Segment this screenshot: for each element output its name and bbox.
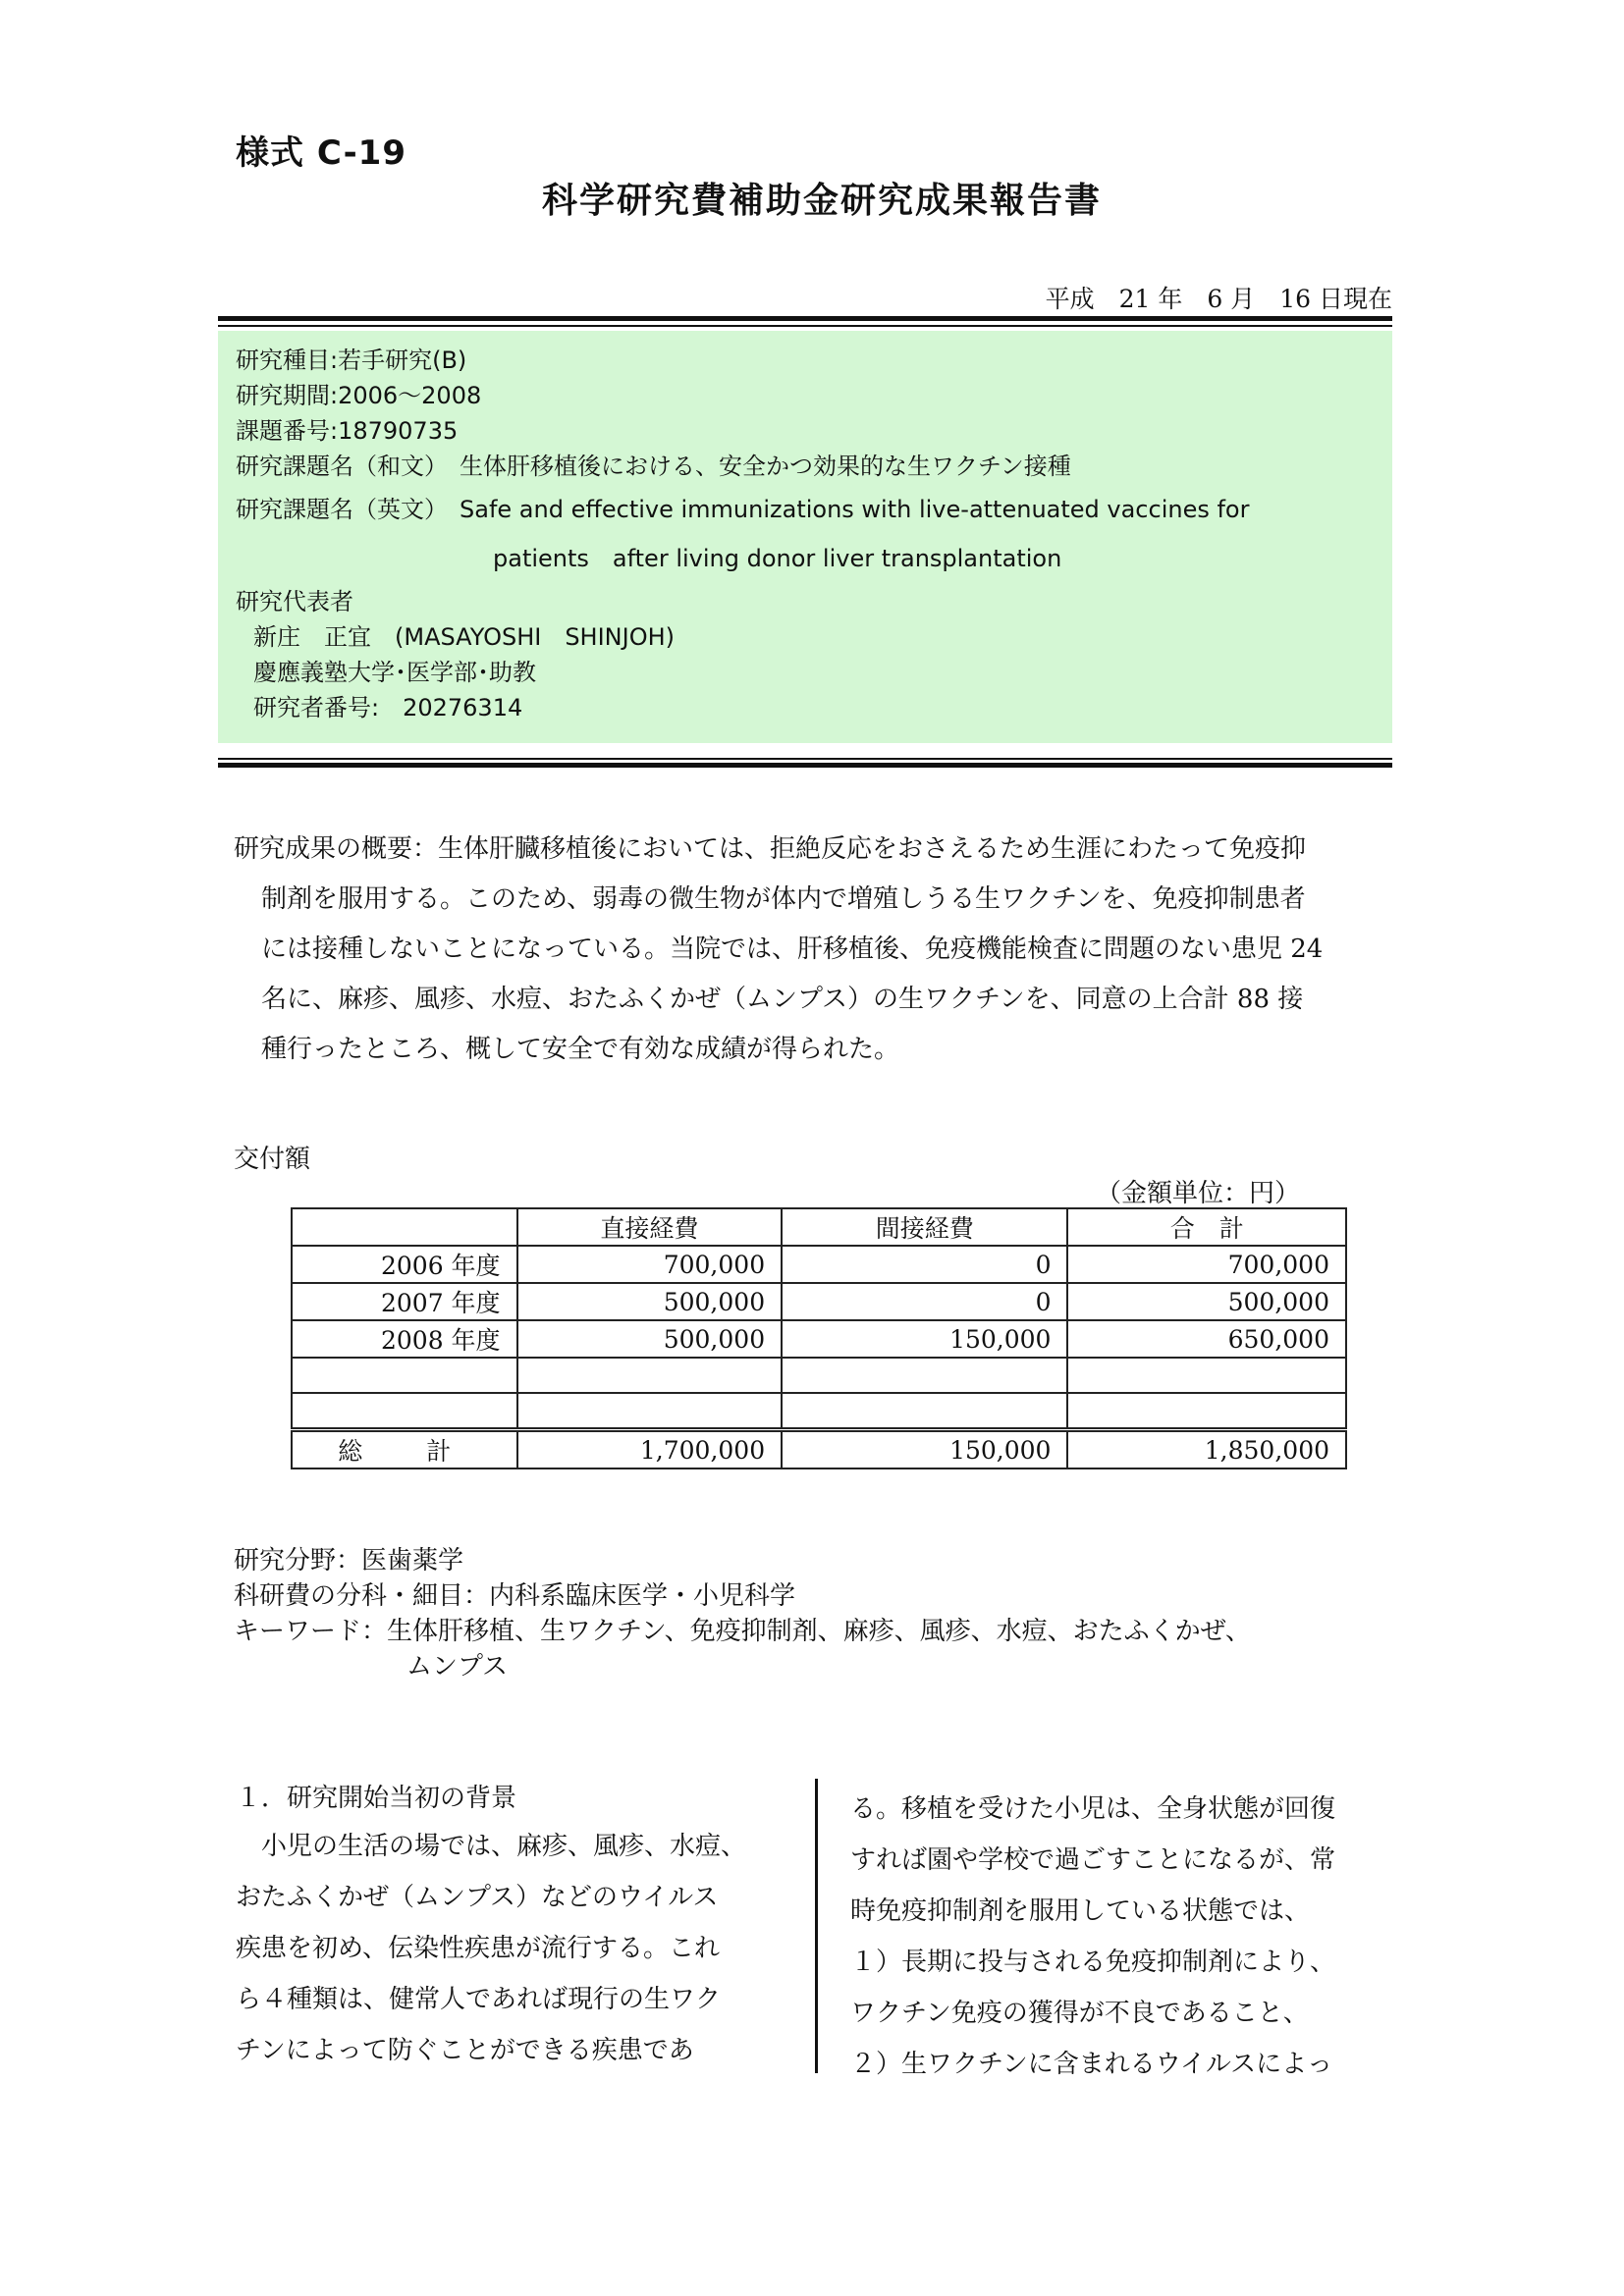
- project-title-jp: 研究課題名（和文） 生体肝移植後における、安全かつ効果的な生ワクチン接種: [236, 453, 1071, 480]
- table-total-row: [292, 1430, 1346, 1469]
- project-info-box: [218, 331, 1392, 743]
- body-column-right: [850, 1784, 1373, 2090]
- year-cell: [292, 1393, 517, 1430]
- year-cell: [292, 1358, 517, 1393]
- body-line: おたふくかぜ（ムンプス）などのウイルス: [236, 1883, 719, 1912]
- researcher-number: 研究者番号: 20276314: [253, 694, 523, 721]
- body-line: １）長期に投与される免疫抑制剤により、: [850, 1948, 1336, 1977]
- document-title: 科学研究費補助金研究成果報告書: [541, 181, 1102, 221]
- section-heading: １．研究開始当初の背景: [236, 1784, 517, 1813]
- representative-affiliation: 慶應義塾大学･医学部･助教: [253, 659, 536, 686]
- currency-unit-label: （金額単位：円）: [1096, 1179, 1301, 1208]
- indirect-cost-cell: 150,000: [782, 1320, 1067, 1358]
- research-subfield: 科研費の分科・細目：内科系臨床医学・小児科学: [234, 1581, 796, 1611]
- body-line: 時免疫抑制剤を服用している状態では、: [850, 1896, 1311, 1926]
- body-column-left: [236, 1782, 751, 2076]
- body-line: すれば園や学校で過ごすことになるが、常: [850, 1845, 1336, 1875]
- results-summary: [234, 825, 1390, 1075]
- project-title-en-cont: patients after living donor liver transplantation: [493, 545, 1062, 572]
- research-meta: [234, 1543, 1251, 1684]
- table-header-row: [292, 1208, 1346, 1246]
- total-indirect-cell: 150,000: [782, 1430, 1067, 1469]
- body-line: 小児の生活の場では、麻疹、風疹、水痘、: [236, 1832, 747, 1861]
- year-cell: 2006 年度: [292, 1246, 517, 1283]
- year-cell: 2008 年度: [292, 1320, 517, 1358]
- keywords-cont: ムンプス: [406, 1652, 508, 1682]
- top-rule-thick: [218, 316, 1392, 321]
- direct-cost-cell: [517, 1358, 783, 1393]
- body-line: ワクチン免疫の獲得が不良であること、: [850, 1999, 1309, 2028]
- summary-line: 種行ったところ、概して安全で有効な成績が得られた。: [261, 1035, 900, 1064]
- subtotal-cell: 500,000: [1067, 1283, 1346, 1320]
- grand-total-cell: 1,850,000: [1067, 1430, 1346, 1469]
- indirect-cost-cell: 0: [782, 1246, 1067, 1283]
- grant-amount-label: 交付額: [234, 1145, 311, 1174]
- summary-line: 制剤を服用する。このため、弱毒の微生物が体内で増殖しうる生ワクチンを、免疫抑制患者: [261, 884, 1306, 914]
- table-row: [292, 1358, 1346, 1393]
- research-category: 研究種目:若手研究(B): [236, 347, 467, 374]
- header-cell: 直接経費: [517, 1208, 783, 1246]
- table-row: [292, 1283, 1346, 1320]
- bottom-rule-thick: [218, 763, 1392, 768]
- research-period: 研究期間:2006～2008: [236, 382, 482, 409]
- representative-name: 新庄 正宜 (MASAYOSHI SHINJOH): [253, 623, 676, 651]
- body-line: チンによって防ぐことができる疾患であ: [236, 2036, 694, 2065]
- total-direct-cell: 1,700,000: [517, 1430, 783, 1469]
- body-line: る。移植を受けた小児は、全身状態が回復: [850, 1794, 1336, 1824]
- body-line: 疾患を初め、伝染性疾患が流行する。これ: [236, 1934, 720, 1963]
- header-cell: 合 計: [1067, 1208, 1346, 1246]
- indirect-cost-cell: [782, 1358, 1067, 1393]
- project-number: 課題番号:18790735: [236, 417, 459, 445]
- form-id: 様式 C-19: [236, 133, 406, 173]
- summary-line: 名に、麻疹、風疹、水痘、おたふくかぜ（ムンプス）の生ワクチンを、同意の上合計 88 接: [261, 985, 1304, 1014]
- table-row: [292, 1393, 1346, 1430]
- direct-cost-cell: [517, 1393, 783, 1430]
- body-line: ２）生ワクチンに含まれるウイルスによっ: [850, 2050, 1333, 2079]
- top-rule-thin: [218, 325, 1392, 327]
- subtotal-cell: [1067, 1393, 1346, 1430]
- direct-cost-cell: 500,000: [517, 1320, 783, 1358]
- subtotal-cell: 650,000: [1067, 1320, 1346, 1358]
- grant-table: [291, 1207, 1347, 1469]
- bottom-rule-thin: [218, 758, 1392, 760]
- summary-line: 研究成果の概要：生体肝臓移植後においては、拒絶反応をおさえるため生涯にわたって免疫抑: [234, 834, 1307, 864]
- column-divider: [815, 1779, 818, 2073]
- body-line: ら４種類は、健常人であれば現行の生ワク: [236, 1985, 722, 2014]
- project-title-en: 研究課題名（英文） Safe and effective immunizations with live-attenuated vaccines for: [236, 496, 1250, 523]
- subtotal-cell: [1067, 1358, 1346, 1393]
- research-field: 研究分野：医歯薬学: [234, 1546, 464, 1575]
- year-cell: 2007 年度: [292, 1283, 517, 1320]
- table-row: [292, 1246, 1346, 1283]
- summary-line: には接種しないことになっている。当院では、肝移植後、免疫機能検査に問題のない患児 24: [261, 934, 1324, 964]
- direct-cost-cell: 700,000: [517, 1246, 783, 1283]
- indirect-cost-cell: [782, 1393, 1067, 1430]
- header-cell: 間接経費: [782, 1208, 1067, 1246]
- direct-cost-cell: 500,000: [517, 1283, 783, 1320]
- report-date: 平成 21 年 6 月 16 日現在: [1045, 285, 1392, 313]
- representative-label: 研究代表者: [236, 588, 353, 615]
- indirect-cost-cell: 0: [782, 1283, 1067, 1320]
- header-cell: [292, 1208, 517, 1246]
- keywords: キーワード：生体肝移植、生ワクチン、免疫抑制剤、麻疹、風疹、水痘、おたふくかぜ、: [234, 1617, 1251, 1646]
- total-label-cell: 総 計: [292, 1430, 517, 1469]
- subtotal-cell: 700,000: [1067, 1246, 1346, 1283]
- table-row: [292, 1320, 1346, 1358]
